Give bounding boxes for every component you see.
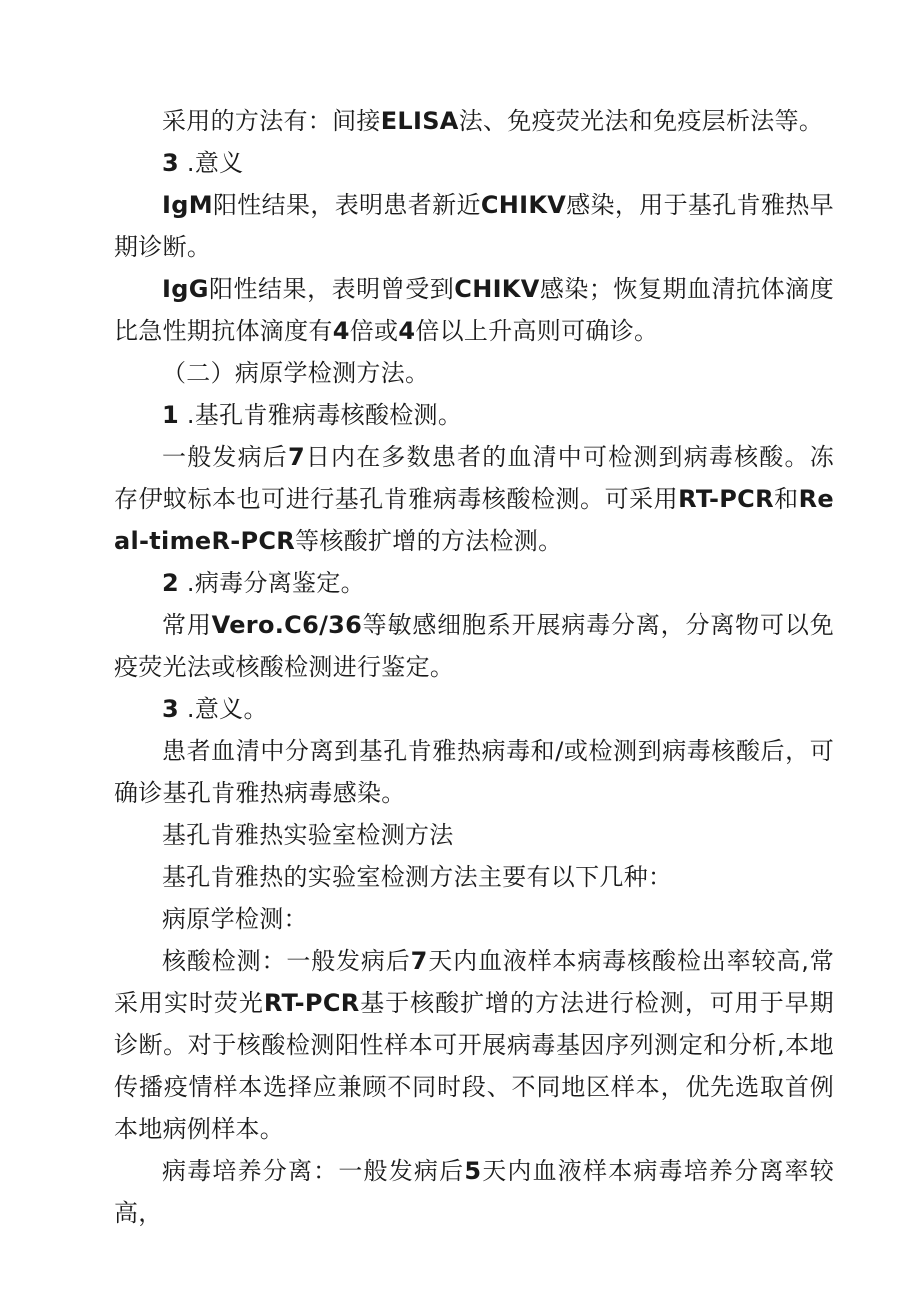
bold-text-run: ELISA <box>380 107 459 135</box>
paragraph <box>114 940 834 1150</box>
text-run: 基孔肯雅热的实验室检测方法主要有以下几种： <box>162 863 673 891</box>
bold-text-run: IgG <box>162 275 209 303</box>
text-run: 等核酸扩增的方法检测。 <box>295 527 563 555</box>
paragraph <box>114 898 834 940</box>
bold-text-run: Real-timeR-PCR <box>114 485 834 555</box>
text-run: 核酸检测：一般发病后 <box>162 947 411 975</box>
bold-text-run: RT-PCR <box>263 989 360 1017</box>
bold-text-run: Vero.C6/36 <box>211 611 363 639</box>
paragraph <box>114 688 834 730</box>
text-run: 和 <box>773 485 799 513</box>
paragraph <box>114 394 834 436</box>
text-run: 日内在多数患者的血清中可检测到病毒核酸。冻存伊蚊标本也可进行基孔肯雅病毒核酸检测。可采用 <box>114 443 834 513</box>
bold-text-run: IgM <box>162 191 213 219</box>
bold-text-run: 2 <box>162 569 179 597</box>
text-run: 天内血液样本病毒核酸检出率较高,常采用实时荧光 <box>114 947 834 1017</box>
bold-text-run: CHIKV <box>454 275 540 303</box>
text-run: 感染，用于基孔肯雅热早期诊断。 <box>114 191 834 261</box>
text-run: 天内血液样本病毒培养分离率较高， <box>114 1157 834 1227</box>
bold-text-run: 7 <box>410 947 428 975</box>
paragraph <box>114 814 834 856</box>
bold-text-run: 4 <box>332 317 350 345</box>
text-run: 病原学检测： <box>162 905 308 933</box>
paragraph <box>114 352 834 394</box>
bold-text-run: 1 <box>162 401 179 429</box>
paragraph <box>114 100 834 142</box>
bold-text-run: 7 <box>287 443 305 471</box>
text-run: .意义 <box>179 149 244 177</box>
text-run: 基孔肯雅热实验室检测方法 <box>162 821 454 849</box>
paragraph <box>114 184 834 268</box>
text-run: .基孔肯雅病毒核酸检测。 <box>179 401 463 429</box>
text-run: 阳性结果，表明曾受到 <box>208 275 455 303</box>
paragraph <box>114 268 834 352</box>
paragraph <box>114 436 834 562</box>
bold-text-run: RT-PCR <box>678 485 774 513</box>
bold-text-run: CHIKV <box>480 191 567 219</box>
text-run: 倍以上升高则可确诊。 <box>415 317 659 345</box>
text-run: 采用的方法有：间接 <box>162 107 381 135</box>
paragraph <box>114 856 834 898</box>
text-run: 患者血清中分离到基孔肯雅热病毒和/或检测到病毒核酸后，可确诊基孔肯雅热病毒感染。 <box>114 737 834 807</box>
paragraph <box>114 142 834 184</box>
bold-text-run: 3 <box>162 149 179 177</box>
text-run: .意义。 <box>179 695 268 723</box>
bold-text-run: 3 <box>162 695 179 723</box>
text-run: 基于核酸扩增的方法进行检测，可用于早期诊断。对于核酸检测阳性样本可开展病毒基因序列测定和分析,本地传播疫情样本选择应兼顾不同时段、不同地区样本，优先选取首例本地病例样本。 <box>114 989 834 1143</box>
text-run: 病毒培养分离：一般发病后 <box>162 1157 465 1185</box>
bold-text-run: 5 <box>464 1157 482 1185</box>
document-body <box>114 100 834 1234</box>
text-run: 阳性结果，表明患者新近 <box>212 191 481 219</box>
text-run: 法、免疫荧光法和免疫层析法等。 <box>458 107 824 135</box>
paragraph <box>114 1150 834 1234</box>
text-run: 常用 <box>162 611 212 639</box>
text-run: 感染；恢复期血清抗体滴度比急性期抗体滴度有 <box>114 275 834 345</box>
paragraph <box>114 604 834 688</box>
paragraph <box>114 562 834 604</box>
paragraph <box>114 730 834 814</box>
text-run: .病毒分离鉴定。 <box>179 569 365 597</box>
bold-text-run: 4 <box>398 317 416 345</box>
text-run: （二）病原学检测方法。 <box>162 359 430 387</box>
text-run: 一般发病后 <box>162 443 288 471</box>
text-run: 倍或 <box>349 317 399 345</box>
text-run: 等敏感细胞系开展病毒分离，分离物可以免疫荧光法或核酸检测进行鉴定。 <box>114 611 834 681</box>
